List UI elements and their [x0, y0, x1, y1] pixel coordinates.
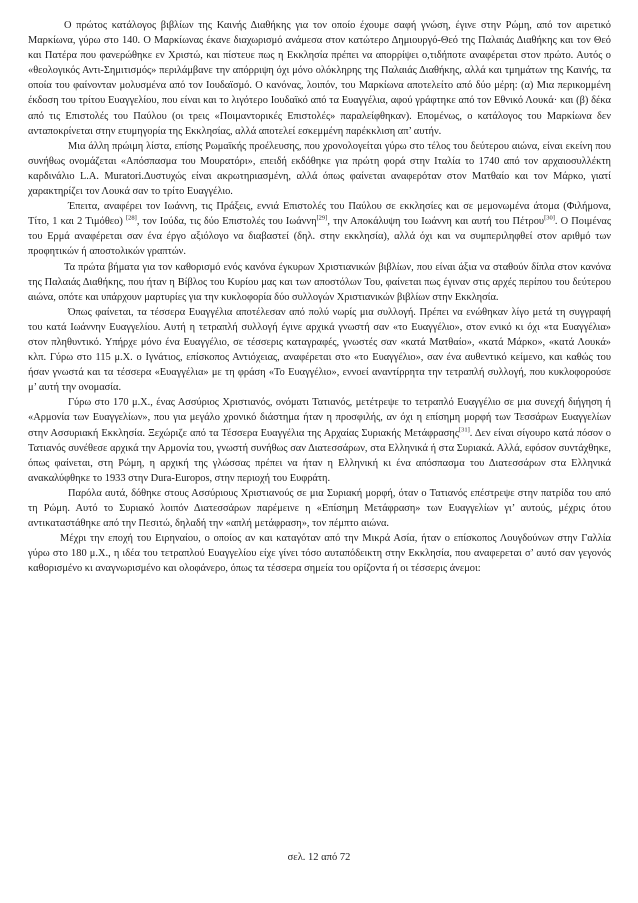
paragraph-muratorian-contents [28, 199, 611, 259]
text-segment: Έπειτα, αναφέρει τον Ιωάννη, τις Πράξεις, εννιά Επιστολές του Παύλου σε εκκλησίες και σε μεμονωμένα άτομα (Φιλήμονα, Τίτο, 1 και 2 Τιμόθεο) [28, 201, 611, 228]
footnote-ref-30[interactable]: [30] [544, 214, 555, 222]
text-segment: Γύρω στο 170 μ.Χ., ένας Ασσύριος Χριστιανός, ονόματι Τατιανός, μετέτρεψε το τετραπλό Ευαγγέλιο σε μια συνεχή διήγηση ή «Αρμονία των Ευαγγελίων», που για μεγάλο χρονικό διάστημα ήταν η προσφιλής, αν όχι η επίσημη μορφή των Τεσσάρων Ευαγγελίων στην Ασσυριακή Εκκλησία. Ξεχώριζε από τα Τέσσερα Ευαγγέλια της Αρχαίας Συριακής Μετάφρασης [28, 397, 611, 439]
text-segment: , την Αποκάλυψη του Ιωάννη και αυτή του Πέτρου [327, 216, 545, 228]
footnote-ref-28[interactable]: [28] [125, 214, 137, 222]
paragraph-muratorian-fragment: Μια άλλη πρώιμη λίστα, επίσης Ρωμαϊκής προέλευσης, που χρονολογείται γύρω στο τέλος του δεύτερου αιώνα, είναι εκείνη που συνήθως ονομάζεται «Απόσπασμα του Μουρατόρι», επειδή εκδόθηκε για πρώτη φορά στην Ιταλία το 1740 από τον αρχαιοσυλλέκτη καρδινάλιο L.A. Muratori.Δυστυχώς είναι ακρωτηριασμένη, αλλά όπως φαίνεται αναφερόταν στον Ματθαίο και τον Μάρκο, γιατί χαρακτηρίζει τον Λουκά σαν το τρίτο Ευαγγέλιο. [28, 140, 611, 198]
paragraph-irenaeus: Μέχρι την εποχή του Ειρηναίου, ο οποίος αν και καταγόταν από την Μικρά Ασία, ήταν ο επίσκοπος Λουγδούνων στην Γαλλία γύρω στο 180 μ.Χ., η ιδέα του τετραπλού Ευαγγελίου είχε γίνει τόσο αυταπόδεικτη στην Εκκλησία, που αναφερεται σ’ αυτό σαν γεγονός καθορισμένο κι αναγνωρισμένο και ολοφάνερο, όπως τα τέσσερα σημεία του ορίζοντα ή οι τέσσερις άνεμοι: [28, 533, 611, 575]
paragraph-marcion: Ο πρώτος κατάλογος βιβλίων της Καινής Διαθήκης για τον οποίο έχουμε σαφή γνώση, έγινε στην Ρώμη, από τον αιρετικό Μαρκίωνα, γύρω στο 140. Ο Μαρκίωνας έκανε διαχωρισμό ανάμεσα στον κατώτερο Δημιουργό-Θεό της Παλαιάς Διαθήκης και τον Θεό και Πατέρα που φανερώθηκε εν Χριστώ, και πίστευε πως η Εκκλησία πρέπει να απορρίψει ο,τιδήποτε αναφέρεται στον πρώτο. Αυτός ο «θεολογικός Αντι-Σημιτισμός» περιλάμβανε την απόρριψη όχι μόνο ολόκληρης της Παλαιάς Διαθήκης, αλλά και τμημάτων της Καινής, τα οποία του φαίνονταν μολυσμένα από τον Ιουδαϊσμό. Ο κανόνας, λοιπόν, του Μαρκίωνα αποτελείτο από δύο μέρη: (α) Μια περικομμένη έκδοση του τρίτου Ευαγγελίου, που είναι και το λιγότερο Ιουδαϊκό από τα Ευαγγέλια, αφού γράφτηκε από τον Εθνικό Λουκά· και (β) δέκα από τις Επιστολές του Παύλου (οι τρεις «Ποιμαντορικές Επιστολές» παραλείφθηκαν). Επομένως, ο κατάλογος του Μαρκίωνα δεν ανταποκρίνεται στην ετυμηγορία της Εκκλησίας, αλλά αποτελεί εσκεμμένη παρέκκλιση απ’ αυτήν. [28, 20, 611, 137]
footnote-ref-31[interactable]: [31] [458, 426, 470, 434]
paragraph-syriac-diatessaron: Παρόλα αυτά, δόθηκε στους Ασσύριους Χριστιανούς σε μια Συριακή μορφή, όταν ο Τατιανός επέστρεψε στην πατρίδα του από τη Ρώμη. Αυτό το Συριακό λοιπόν Διατεσσάρων παρέμεινε η «Επίσημη Μετάφραση» των Ευαγγελίων γι’ αυτούς, μέχρις ότου αντικαταστάθηκε από την Πεσιτώ, δηλαδή την «απλή μετάφραση», τον πέμπτο αιώνα. [28, 487, 611, 530]
paragraph-first-steps: Τα πρώτα βήματα για τον καθορισμό ενός κανόνα έγκυρων Χριστιανικών βιβλίων, που είναι άξια να σταθούν δίπλα στον κανόνα της Παλαιάς Διαθήκης, που ήταν η Βίβλος του Κυρίου μας και των αποστόλων Του, φαίνεται πως έγιναν στις αρχές περίπου του δεύτερου αιώνα, οπότε και υπάρχουν μαρτυρίες για την κυκλοφορία δύο συλλογών Χριστιανικών βιβλίων στην Εκκλησία. [28, 261, 611, 303]
paragraph-four-gospels: Όπως φαίνεται, τα τέσσερα Ευαγγέλια αποτέλεσαν από πολύ νωρίς μια συλλογή. Πρέπει να ενώθηκαν λίγο μετά τη συγγραφή του κατά Ιωάννην Ευαγγελίου. Αυτή η τετραπλή συλλογή έγινε αρχικά γνωστή σαν «το Ευαγγέλιο», στον ενικό κι όχι «τα Ευαγγέλια» στον πληθυντικό. Υπήρχε μόνο ένα Ευαγγέλιο, σε τέσσερις καταγραφές, γνωστές σαν «κατά Ματθαίο», «κατά Μάρκο», «κατά Λουκά» κλπ. Γύρω στο 115 μ.Χ. ο Ιγνάτιος, επίσκοπος Αντιόχειας, αναφέρεται στο «το Ευαγγέλιο», σαν ένα αυθεντικό κείμενο, και καθώς του ήσαν γνωστά και τα τέσσερα «Ευαγγέλια» με τη φράση «Το Ευαγγέλιο», εννοεί αναντίρρητα την τετραπλή συλλογή, που κυκλοφορούσε μ’ αυτή την ονομασία. [28, 306, 611, 394]
body-text [28, 18, 611, 576]
text-segment: . Δεν είναι σίγουρο κατά πόσον ο Τατιανός συνέθεσε αρχικά την Αρμονία του, γνωστή συνήθως σαν Διατεσσάρων, στα Ελληνικά ή στα Συριακά. Αλλά, εφόσον συντάχθηκε, όπως φαίνεται, στη Ρώμη, η αρχική της γλώσσας πρέπει να ήταν η Ελληνική κι ένα απόσπασμα του Διατεσσάρων στα Ελληνικά ανακαλύφθηκε το 1933 στην Dura-Europos, στην περιοχή του Ευφράτη. [28, 427, 611, 484]
text-segment: . Ο Ποιμένας του Ερμά αναφέρεται σαν ένα έργο αξιόλογο να διαβαστεί (δηλ. στην εκκλησία), αλλά όχι και να συμπεριληφθεί στον αριθμό των προφητικών ή αποστολικών γραπτών. [28, 216, 611, 258]
paragraph-tatian [28, 395, 611, 486]
footnote-ref-29[interactable]: [29] [316, 214, 328, 222]
page-number: σελ. 12 από 72 [287, 852, 351, 863]
text-segment: , τον Ιούδα, τις δύο Επιστολές του Ιωάννη [136, 216, 317, 228]
